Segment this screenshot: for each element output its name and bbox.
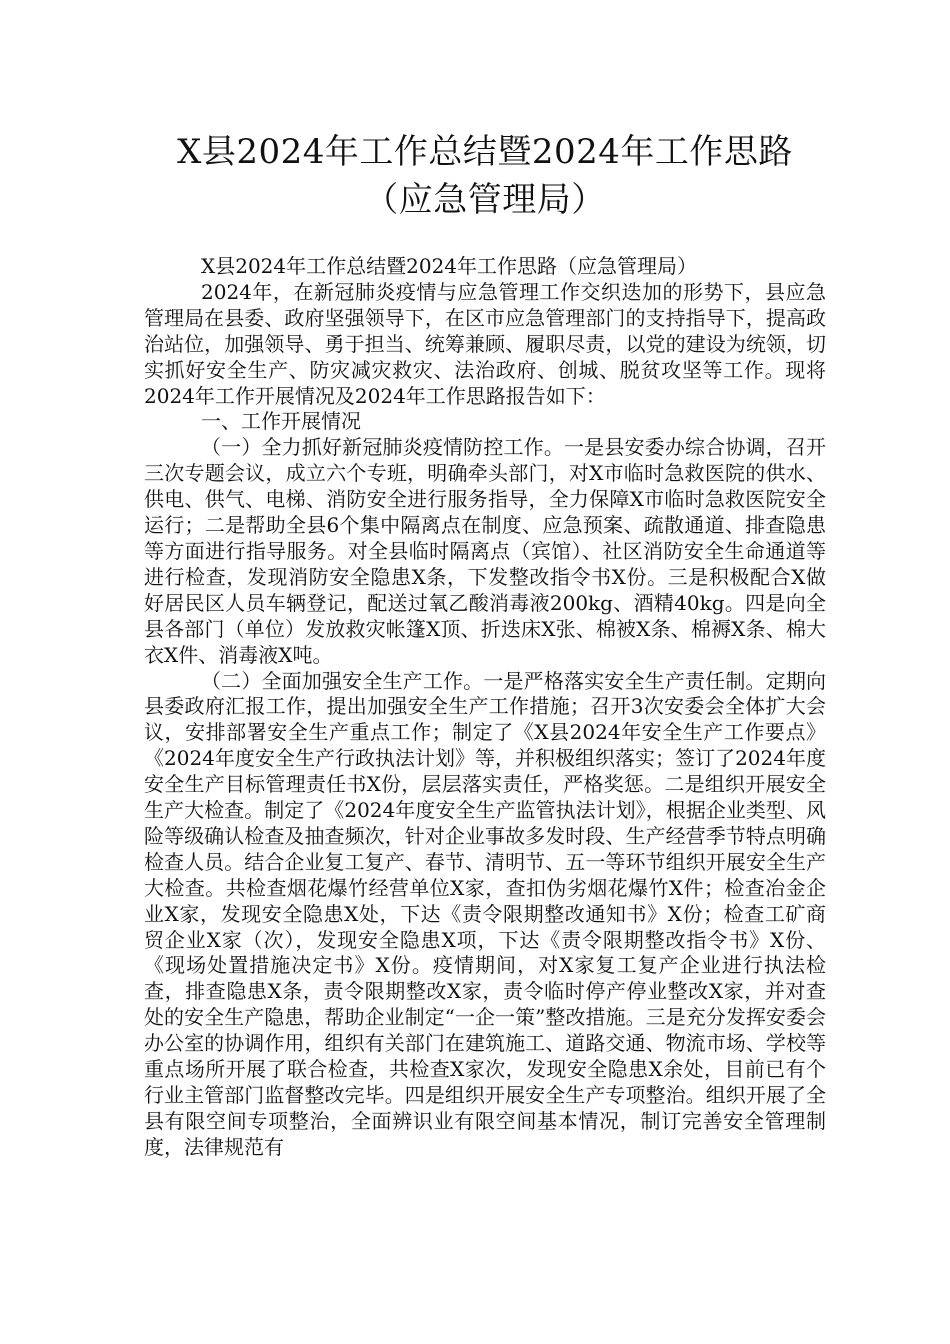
body-paragraph-safety-production: （二）全面加强安全生产工作。一是严格落实安全生产责任制。定期向县委政府汇报工作，提出加强安全生产工作措施；召开3次安委会全体扩大会议，安排部署安全生产重点工作；制定了《X县2024年安全生产工作要点》《2024年度安全生产行政执法计划》等，并积极组织落实；签订了2024年度安全生产目标管理责任书X份，层层落实责任，严格奖惩。二是组织开展安全生产大检查。制定了《2024年度安全生产监管执法计划》，根据企业类型、风险等级确认检查及抽查频次，针对企业事故多发时段、生产经营季节特点明确检查人员。结合企业复工复产、春节、清明节、五一等环节组织开展安全生产大检查。共检查烟花爆竹经营单位X家，查扣伪劣烟花爆竹X件；检查冶金企业X家，发现安全隐患X处，下达《责令限期整改通知书》X份；检查工矿商贸企业X家（次），发现安全隐患X项，下达《责令限期整改指令书》X份、《现场处置措施决定书》X份。疫情期间，对X家复工复产企业进行执法检查，排查隐患X条，责令限期整改X家，责令临时停产停业整改X家，并对查处的安全生产隐患，帮助企业制定“一企一策”整改措施。三是充分发挥安委会办公室的协调作用，组织有关部门在建筑施工、道路交通、物流市场、学校等重点场所开展了联合检查，共检查X家次，发现安全隐患X余处，目前已有个行业主管部门监督整改完毕。四是组织开展安全生产专项整治。组织开展了全县有限空间专项整治，全面辨识业有限空间基本情况，制订完善安全管理制度，法律规范有 [144, 668, 826, 1159]
section-heading-work-status: 一、工作开展情况 [201, 409, 361, 434]
body-paragraph-epidemic-control: （一）全力抓好新冠肺炎疫情防控工作。一是县安委办综合协调，召开三次专题会议，成立六个专班，明确牵头部门，对X市临时急救医院的供水、供电、供气、电梯、消防安全进行服务指导，全力保障X市临时急救医院安全运行；二是帮助全县6个集中隔离点在制度、应急预案、疏散通道、排查隐患等方面进行指导服务。对全县临时隔离点（宾馆）、社区消防安全生命通道等进行检查，发现消防安全隐患X条，下发整改指令书X份。三是积极配合X做好居民区人员车辆登记，配送过氧乙酸消毒液200kg、酒精40kg。四是向全县各部门（单位）发放救灾帐篷X顶、折迭床X张、棉被X条、棉褥X条、棉大衣X件、消毒液X吨。 [144, 435, 826, 667]
body-paragraph-intro: 2024年，在新冠肺炎疫情与应急管理工作交织迭加的形势下，县应急管理局在县委、政府坚强领导下，在区市应急管理部门的支持指导下，提高政治站位，加强领导、勇于担当、统筹兼顾、履职尽责，以党的建设为统领，切实抓好安全生产、防灾减灾救灾、法治政府、创城、脱贫攻坚等工作。现将2024年工作开展情况及2024年工作思路报告如下： [144, 279, 826, 408]
document-title-line-2: （应急管理局） [364, 180, 606, 220]
document-page [144, 128, 826, 1161]
document-body [144, 254, 826, 1161]
body-paragraph-repeat-title: X县2024年工作总结暨2024年工作思路（应急管理局） [201, 254, 698, 278]
document-title-line-1: X县2024年工作总结暨2024年工作思路 [177, 132, 793, 172]
